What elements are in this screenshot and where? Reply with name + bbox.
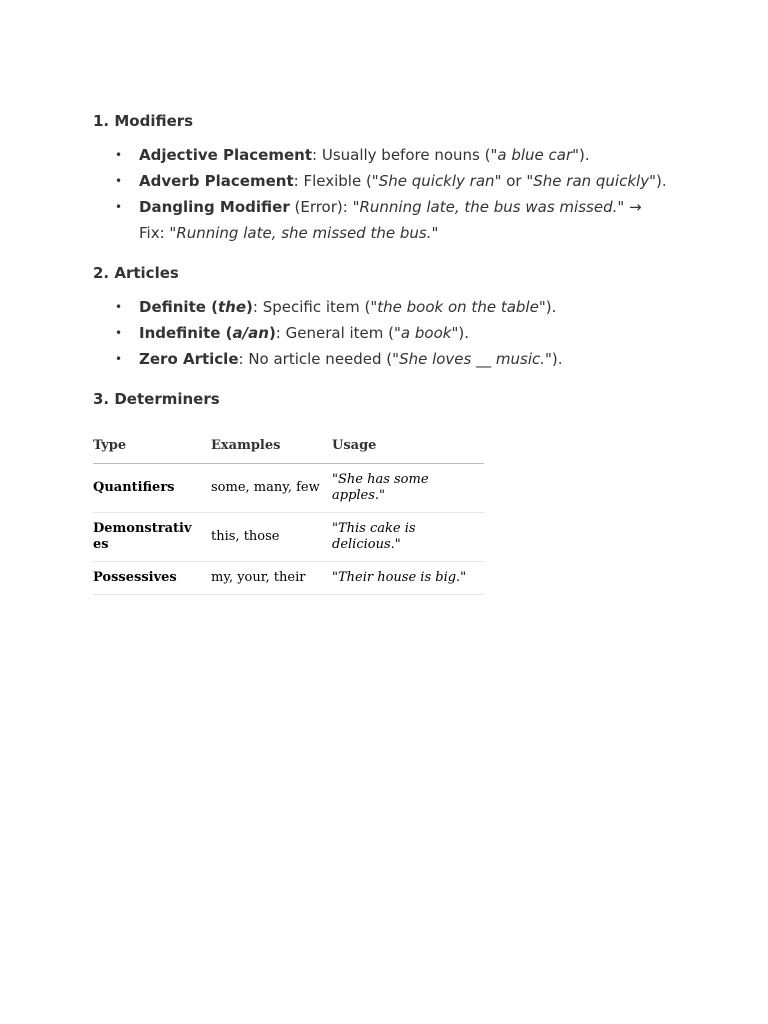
list-item <box>93 320 669 346</box>
item-label-italic: the <box>217 298 247 316</box>
item-text: : Usually before nouns (" <box>312 146 498 164</box>
item-example: She quickly ran <box>378 172 495 190</box>
column-header-usage: Usage <box>332 428 484 464</box>
item-label-text: Indefinite ( <box>139 324 233 342</box>
item-example: Running late, she missed the bus. <box>176 224 432 242</box>
item-example: a blue car <box>497 146 573 164</box>
section-heading-modifiers: 1. Modifiers <box>93 112 194 130</box>
item-text: : Specific item (" <box>252 298 378 316</box>
item-example: a book <box>400 324 452 342</box>
determiners-table <box>93 428 484 595</box>
list-item <box>93 194 669 246</box>
list-item <box>93 294 669 320</box>
item-label <box>139 298 253 316</box>
item-label-italic: a/an <box>232 324 269 342</box>
item-text: "). <box>572 146 590 164</box>
item-example: the book on the table <box>377 298 539 316</box>
table-row <box>93 513 484 562</box>
item-example: She loves __ music. <box>399 350 546 368</box>
item-text: " → Fix: " <box>139 198 642 242</box>
item-text: "). <box>451 324 469 342</box>
cell-type: Quantifiers <box>93 464 211 513</box>
item-text: " or " <box>494 172 534 190</box>
item-text: : General item (" <box>275 324 401 342</box>
cell-usage: "This cake is delicious." <box>332 513 484 562</box>
table-row <box>93 464 484 513</box>
cell-type-text: Demonstratives <box>93 521 192 552</box>
column-header-type: Type <box>93 428 211 464</box>
section-heading-articles: 2. Articles <box>93 264 179 282</box>
item-example: Running late, the bus was missed. <box>359 198 618 216</box>
item-label: Zero Article <box>139 350 239 368</box>
modifiers-list <box>93 142 693 246</box>
item-text: " <box>431 224 439 242</box>
item-example: She ran quickly <box>533 172 650 190</box>
section-heading-determiners: 3. Determiners <box>93 390 220 408</box>
item-label <box>139 324 276 342</box>
item-text: "). <box>538 298 557 316</box>
table-header-row <box>93 428 484 464</box>
articles-list <box>93 294 693 372</box>
cell-examples: my, your, their <box>211 562 332 595</box>
item-label-text: ) <box>268 324 276 342</box>
list-item <box>93 168 669 194</box>
item-label-text: ) <box>246 298 253 316</box>
column-header-examples: Examples <box>211 428 332 464</box>
document-page <box>93 104 693 595</box>
item-text: "). <box>545 350 563 368</box>
item-label: Adjective Placement <box>139 146 313 164</box>
cell-usage: "She has some apples." <box>332 464 484 513</box>
cell-examples: this, those <box>211 513 332 562</box>
cell-examples: some, many, few <box>211 464 332 513</box>
cell-type: Possessives <box>93 562 211 595</box>
list-item <box>93 142 669 168</box>
table-row <box>93 562 484 595</box>
item-text: : Flexible (" <box>293 172 379 190</box>
item-label-text: Definite ( <box>139 298 218 316</box>
item-label: Dangling Modifier <box>139 198 290 216</box>
list-item <box>93 346 669 372</box>
cell-type <box>93 513 211 562</box>
item-text: "). <box>649 172 667 190</box>
item-text: (Error): " <box>289 198 360 216</box>
cell-usage: "Their house is big." <box>332 562 484 595</box>
item-text: : No article needed (" <box>238 350 400 368</box>
item-label: Adverb Placement <box>139 172 294 190</box>
